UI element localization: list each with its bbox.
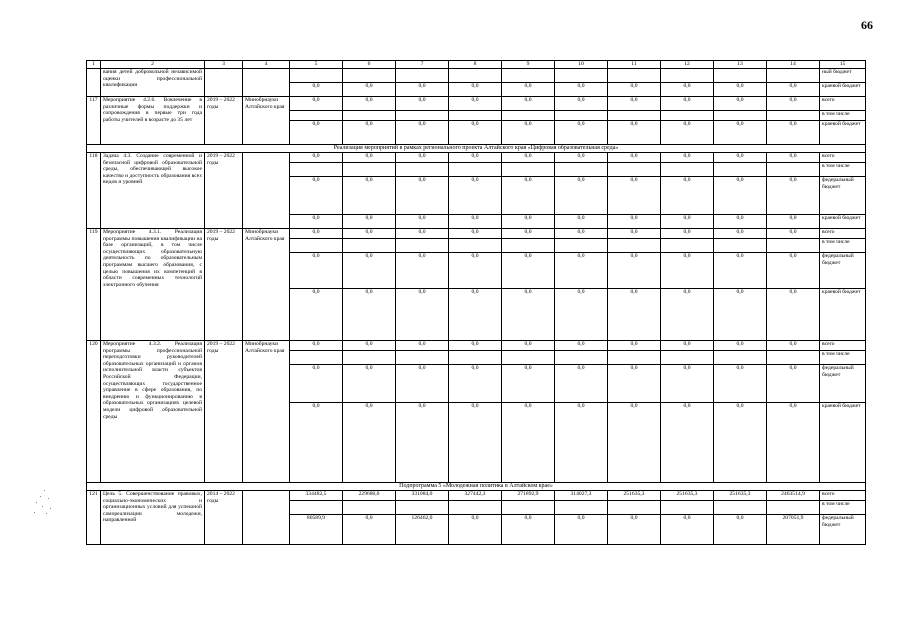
value-cell: 0,0 bbox=[343, 515, 396, 545]
row-description: Мероприятие 4.3.2. Реализация программы профессиональной переподготовки руководителей образовательных организаций и органов исполнительной власти субъектов Российской Федерации, осуществляющих государственное управление в сфере образования, по внедрению и функционированию в образовательных организациях целевой модели цифровой образовательной среды bbox=[101, 341, 205, 483]
value-cell: 0,0 bbox=[290, 365, 343, 403]
value-cell: 0,0 bbox=[343, 177, 396, 215]
value-cell: 0,0 bbox=[608, 121, 661, 145]
empty-cell bbox=[661, 239, 714, 253]
value-cell: 0,0 bbox=[396, 83, 449, 97]
value-cell: 0,0 bbox=[767, 177, 820, 215]
empty-cell bbox=[449, 163, 502, 177]
value-cell: 0,0 bbox=[502, 403, 555, 483]
row-description: Цель 5. Совершенствование правовых, социально-экономических и организационных условий для успешной самореализации молодежи, направленной bbox=[101, 491, 205, 545]
value-cell: 0,0 bbox=[714, 153, 767, 163]
value-cell: 0,0 bbox=[449, 403, 502, 483]
value-cell: 0,0 bbox=[555, 97, 608, 111]
value-cell: 0,0 bbox=[343, 365, 396, 403]
value-cell: 0,0 bbox=[555, 341, 608, 351]
value-cell: 0,0 bbox=[449, 177, 502, 215]
row-period: 2019 – 2022 годы bbox=[205, 229, 243, 341]
value-cell: 0,0 bbox=[555, 153, 608, 163]
value-cell: 0,0 bbox=[343, 403, 396, 483]
value-cell: 2463514,9 bbox=[767, 491, 820, 501]
empty-cell bbox=[608, 111, 661, 121]
empty-cell bbox=[714, 239, 767, 253]
value-cell: 0,0 bbox=[502, 229, 555, 239]
empty-cell bbox=[502, 111, 555, 121]
col-header: 8 bbox=[449, 61, 502, 69]
empty-cell bbox=[661, 501, 714, 515]
value-cell: 0,0 bbox=[661, 253, 714, 289]
empty-cell bbox=[714, 69, 767, 83]
value-cell: 0,0 bbox=[555, 365, 608, 403]
empty-cell bbox=[449, 239, 502, 253]
empty-cell bbox=[290, 351, 343, 365]
col-header: 12 bbox=[661, 61, 714, 69]
value-cell: 0,0 bbox=[767, 215, 820, 229]
empty-cell bbox=[608, 501, 661, 515]
value-cell: 0,0 bbox=[767, 341, 820, 351]
row-executor bbox=[243, 153, 290, 229]
value-cell: 0,0 bbox=[767, 253, 820, 289]
empty-cell bbox=[608, 163, 661, 177]
row-period bbox=[205, 69, 243, 97]
col-header: 4 bbox=[243, 61, 290, 69]
empty-cell bbox=[343, 111, 396, 121]
value-cell: 229680,0 bbox=[343, 491, 396, 501]
value-cell: 0,0 bbox=[502, 253, 555, 289]
value-cell: 0,0 bbox=[714, 215, 767, 229]
table-row bbox=[87, 97, 866, 111]
value-cell: 0,0 bbox=[502, 365, 555, 403]
source-cell: всего bbox=[820, 341, 866, 351]
value-cell: 0,0 bbox=[343, 229, 396, 239]
value-cell: 251635,3 bbox=[608, 491, 661, 501]
value-cell: 0,0 bbox=[608, 289, 661, 341]
value-cell: 0,0 bbox=[396, 177, 449, 215]
value-cell: 0,0 bbox=[714, 515, 767, 545]
section-heading: Подпрограмма 5 «Молодежная политика в Алтайском крае» bbox=[87, 483, 866, 491]
value-cell: 0,0 bbox=[714, 365, 767, 403]
value-cell: 0,0 bbox=[661, 153, 714, 163]
value-cell: 327442,3 bbox=[449, 491, 502, 501]
empty-cell bbox=[502, 501, 555, 515]
value-cell: 0,0 bbox=[502, 97, 555, 111]
empty-cell bbox=[343, 163, 396, 177]
empty-cell bbox=[661, 163, 714, 177]
value-cell: 0,0 bbox=[449, 229, 502, 239]
source-cell: краевой бюджет bbox=[820, 289, 866, 341]
row-number: 120 bbox=[87, 341, 101, 483]
value-cell: 0,0 bbox=[608, 229, 661, 239]
value-cell: 271892,9 bbox=[502, 491, 555, 501]
value-cell: 0,0 bbox=[502, 83, 555, 97]
col-header: 9 bbox=[502, 61, 555, 69]
source-cell: в том числе bbox=[820, 111, 866, 121]
value-cell: 0,0 bbox=[661, 229, 714, 239]
value-cell: 0,0 bbox=[714, 403, 767, 483]
table-row bbox=[87, 491, 866, 501]
source-cell: всего bbox=[820, 153, 866, 163]
empty-cell bbox=[502, 163, 555, 177]
value-cell: 0,0 bbox=[608, 403, 661, 483]
value-cell: 0,0 bbox=[714, 97, 767, 111]
value-cell: 0,0 bbox=[290, 289, 343, 341]
section-heading: Реализация мероприятий в рамках регионального проекта Алтайского края «Цифровая образовательная среда» bbox=[87, 145, 866, 153]
value-cell: 0,0 bbox=[290, 253, 343, 289]
table-row bbox=[87, 341, 866, 351]
value-cell: 0,0 bbox=[608, 153, 661, 163]
value-cell: 0,0 bbox=[290, 229, 343, 239]
empty-cell bbox=[290, 501, 343, 515]
value-cell: 0,0 bbox=[290, 341, 343, 351]
empty-cell bbox=[608, 69, 661, 83]
row-executor: Минобрнауки Алтайского края bbox=[243, 341, 290, 483]
margin-marks bbox=[30, 488, 60, 516]
empty-cell bbox=[449, 111, 502, 121]
empty-cell bbox=[449, 501, 502, 515]
value-cell: 0,0 bbox=[661, 97, 714, 111]
source-cell: краевой бюджет bbox=[820, 121, 866, 145]
empty-cell bbox=[767, 501, 820, 515]
empty-cell bbox=[661, 69, 714, 83]
value-cell: 0,0 bbox=[449, 215, 502, 229]
value-cell: 0,0 bbox=[767, 365, 820, 403]
value-cell: 0,0 bbox=[555, 403, 608, 483]
value-cell: 0,0 bbox=[396, 229, 449, 239]
value-cell: 251635,3 bbox=[661, 491, 714, 501]
source-cell: краевой бюджет bbox=[820, 83, 866, 97]
row-period: 2019 – 2022 годы bbox=[205, 341, 243, 483]
empty-cell bbox=[290, 239, 343, 253]
value-cell: 0,0 bbox=[502, 515, 555, 545]
row-executor: Минобрнауки Алтайского края bbox=[243, 97, 290, 145]
col-header: 15 bbox=[820, 61, 866, 69]
value-cell: 0,0 bbox=[343, 253, 396, 289]
value-cell: 0,0 bbox=[290, 215, 343, 229]
row-description: Задача 4.3. Создание современной и безопасной цифровой образовательной среды, обеспечивающей высокое качество и доступность образования всех видов и уровней bbox=[101, 153, 205, 229]
row-number: 118 bbox=[87, 153, 101, 229]
row-description: Мероприятие 4.2.6. Вовлечение в различные формы поддержки и сопровождения в первые три года работы учителей в возрасте до 35 лет bbox=[101, 97, 205, 145]
value-cell: 0,0 bbox=[767, 403, 820, 483]
page-number: 66 bbox=[861, 18, 873, 32]
empty-cell bbox=[343, 351, 396, 365]
value-cell: 0,0 bbox=[343, 289, 396, 341]
value-cell: 0,0 bbox=[608, 83, 661, 97]
value-cell: 0,0 bbox=[555, 121, 608, 145]
empty-cell bbox=[396, 69, 449, 83]
source-cell: федеральный бюджет bbox=[820, 365, 866, 403]
empty-cell bbox=[449, 69, 502, 83]
value-cell: 0,0 bbox=[343, 83, 396, 97]
value-cell: 0,0 bbox=[661, 341, 714, 351]
empty-cell bbox=[290, 69, 343, 83]
value-cell: 0,0 bbox=[767, 289, 820, 341]
empty-cell bbox=[555, 69, 608, 83]
value-cell: 0,0 bbox=[608, 515, 661, 545]
budget-table bbox=[86, 60, 866, 545]
row-executor bbox=[243, 69, 290, 97]
col-header: 11 bbox=[608, 61, 661, 69]
value-cell: 0,0 bbox=[449, 515, 502, 545]
table-row bbox=[87, 69, 866, 83]
value-cell: 0,0 bbox=[396, 365, 449, 403]
empty-cell bbox=[608, 351, 661, 365]
value-cell: 0,0 bbox=[767, 97, 820, 111]
empty-cell bbox=[502, 69, 555, 83]
row-description: Мероприятие 4.3.1. Реализация программы повышения квалификации на базе организаций, в том числе осуществляющих образовательную деятельность по образовательным программам высшего образования, с целью повышения их компетенций в области современных технологий электронного обучения bbox=[101, 229, 205, 341]
value-cell: 0,0 bbox=[661, 403, 714, 483]
source-cell: в том числе bbox=[820, 501, 866, 515]
value-cell: 0,0 bbox=[714, 83, 767, 97]
row-description: вания детей добровольной независимой оценки профессиональной квалификации bbox=[101, 69, 205, 97]
value-cell: 0,0 bbox=[502, 341, 555, 351]
empty-cell bbox=[767, 111, 820, 121]
value-cell: 314027,3 bbox=[555, 491, 608, 501]
value-cell: 0,0 bbox=[502, 289, 555, 341]
value-cell: 0,0 bbox=[767, 121, 820, 145]
empty-cell bbox=[555, 501, 608, 515]
source-cell: в том числе bbox=[820, 351, 866, 365]
value-cell: 0,0 bbox=[290, 121, 343, 145]
empty-cell bbox=[608, 239, 661, 253]
value-cell: 334482,5 bbox=[290, 491, 343, 501]
value-cell: 0,0 bbox=[449, 121, 502, 145]
col-header: 10 bbox=[555, 61, 608, 69]
empty-cell bbox=[343, 69, 396, 83]
value-cell: 0,0 bbox=[555, 177, 608, 215]
value-cell: 0,0 bbox=[449, 83, 502, 97]
empty-cell bbox=[767, 351, 820, 365]
value-cell: 126462,0 bbox=[396, 515, 449, 545]
empty-cell bbox=[449, 351, 502, 365]
value-cell: 0,0 bbox=[449, 253, 502, 289]
value-cell: 0,0 bbox=[608, 365, 661, 403]
col-header: 2 bbox=[101, 61, 205, 69]
value-cell: 0,0 bbox=[343, 341, 396, 351]
value-cell: 0,0 bbox=[661, 121, 714, 145]
value-cell: 0,0 bbox=[608, 253, 661, 289]
value-cell: 0,0 bbox=[290, 83, 343, 97]
source-cell: в том числе bbox=[820, 239, 866, 253]
row-period: 2019 – 2022 годы bbox=[205, 153, 243, 229]
source-cell: федеральный бюджет bbox=[820, 177, 866, 215]
empty-cell bbox=[661, 351, 714, 365]
source-cell: краевой бюджет bbox=[820, 403, 866, 483]
row-number: 117 bbox=[87, 97, 101, 145]
empty-cell bbox=[661, 111, 714, 121]
col-header: 3 bbox=[205, 61, 243, 69]
value-cell: 0,0 bbox=[290, 97, 343, 111]
value-cell: 0,0 bbox=[714, 341, 767, 351]
empty-cell bbox=[396, 239, 449, 253]
value-cell: 0,0 bbox=[343, 121, 396, 145]
value-cell: 0,0 bbox=[767, 153, 820, 163]
value-cell: 0,0 bbox=[396, 341, 449, 351]
value-cell: 0,0 bbox=[608, 341, 661, 351]
col-header: 7 bbox=[396, 61, 449, 69]
row-period: 2014 – 2022 годы bbox=[205, 491, 243, 545]
value-cell: 0,0 bbox=[608, 177, 661, 215]
empty-cell bbox=[714, 111, 767, 121]
value-cell: 0,0 bbox=[661, 289, 714, 341]
section-row bbox=[87, 483, 866, 491]
value-cell: 0,0 bbox=[290, 177, 343, 215]
empty-cell bbox=[343, 501, 396, 515]
empty-cell bbox=[714, 351, 767, 365]
value-cell: 0,0 bbox=[449, 289, 502, 341]
value-cell: 0,0 bbox=[449, 153, 502, 163]
budget-table-sheet bbox=[86, 60, 865, 545]
col-header: 13 bbox=[714, 61, 767, 69]
value-cell: 251635,3 bbox=[714, 491, 767, 501]
source-cell: краевой бюджет bbox=[820, 215, 866, 229]
col-header: 6 bbox=[343, 61, 396, 69]
row-executor: Минобрнауки Алтайского края bbox=[243, 229, 290, 341]
empty-cell bbox=[396, 351, 449, 365]
value-cell: 0,0 bbox=[502, 121, 555, 145]
col-header: 1 bbox=[87, 61, 101, 69]
value-cell: 0,0 bbox=[396, 289, 449, 341]
value-cell: 0,0 bbox=[661, 515, 714, 545]
source-cell: федеральный бюджет bbox=[820, 515, 866, 545]
empty-cell bbox=[714, 163, 767, 177]
value-cell: 0,0 bbox=[661, 83, 714, 97]
value-cell: 0,0 bbox=[555, 289, 608, 341]
source-cell: всего bbox=[820, 491, 866, 501]
value-cell: 80589,9 bbox=[290, 515, 343, 545]
value-cell: 0,0 bbox=[396, 253, 449, 289]
value-cell: 0,0 bbox=[555, 253, 608, 289]
empty-cell bbox=[767, 69, 820, 83]
empty-cell bbox=[502, 239, 555, 253]
empty-cell bbox=[290, 111, 343, 121]
empty-cell bbox=[555, 351, 608, 365]
empty-cell bbox=[396, 111, 449, 121]
value-cell: 0,0 bbox=[661, 215, 714, 229]
value-cell: 0,0 bbox=[608, 215, 661, 229]
col-header: 5 bbox=[290, 61, 343, 69]
value-cell: 0,0 bbox=[555, 229, 608, 239]
value-cell: 0,0 bbox=[502, 177, 555, 215]
empty-cell bbox=[555, 239, 608, 253]
value-cell: 0,0 bbox=[555, 83, 608, 97]
value-cell: 0,0 bbox=[290, 153, 343, 163]
empty-cell bbox=[396, 501, 449, 515]
value-cell: 0,0 bbox=[555, 215, 608, 229]
source-cell: всего bbox=[820, 229, 866, 239]
value-cell: 0,0 bbox=[449, 97, 502, 111]
table-row bbox=[87, 229, 866, 239]
value-cell: 0,0 bbox=[396, 403, 449, 483]
empty-cell bbox=[714, 501, 767, 515]
empty-cell bbox=[396, 163, 449, 177]
value-cell: 0,0 bbox=[661, 365, 714, 403]
empty-cell bbox=[290, 163, 343, 177]
value-cell: 0,0 bbox=[396, 215, 449, 229]
col-header: 14 bbox=[767, 61, 820, 69]
source-cell: в том числе bbox=[820, 163, 866, 177]
value-cell: 0,0 bbox=[502, 153, 555, 163]
value-cell: 331084,0 bbox=[396, 491, 449, 501]
value-cell: 0,0 bbox=[714, 177, 767, 215]
empty-cell bbox=[343, 239, 396, 253]
value-cell: 0,0 bbox=[714, 253, 767, 289]
value-cell: 0,0 bbox=[555, 515, 608, 545]
section-row bbox=[87, 145, 866, 153]
row-executor bbox=[243, 491, 290, 545]
value-cell: 207051,9 bbox=[767, 515, 820, 545]
header-row bbox=[87, 61, 866, 69]
empty-cell bbox=[555, 111, 608, 121]
value-cell: 0,0 bbox=[396, 121, 449, 145]
value-cell: 0,0 bbox=[714, 289, 767, 341]
value-cell: 0,0 bbox=[767, 229, 820, 239]
value-cell: 0,0 bbox=[396, 97, 449, 111]
row-number bbox=[87, 69, 101, 97]
row-period: 2019 – 2022 годы bbox=[205, 97, 243, 145]
value-cell: 0,0 bbox=[343, 215, 396, 229]
table-row bbox=[87, 153, 866, 163]
empty-cell bbox=[555, 163, 608, 177]
value-cell: 0,0 bbox=[608, 97, 661, 111]
source-cell: всего bbox=[820, 97, 866, 111]
value-cell: 0,0 bbox=[449, 365, 502, 403]
source-cell: ный бюджет bbox=[820, 69, 866, 83]
value-cell: 0,0 bbox=[502, 215, 555, 229]
value-cell: 0,0 bbox=[714, 229, 767, 239]
row-number: 119 bbox=[87, 229, 101, 341]
empty-cell bbox=[767, 239, 820, 253]
value-cell: 0,0 bbox=[290, 403, 343, 483]
value-cell: 0,0 bbox=[343, 97, 396, 111]
value-cell: 0,0 bbox=[714, 121, 767, 145]
row-number: 121 bbox=[87, 491, 101, 545]
value-cell: 0,0 bbox=[661, 177, 714, 215]
value-cell: 0,0 bbox=[343, 153, 396, 163]
source-cell: федеральный бюджет bbox=[820, 253, 866, 289]
empty-cell bbox=[502, 351, 555, 365]
value-cell: 0,0 bbox=[396, 153, 449, 163]
empty-cell bbox=[767, 163, 820, 177]
value-cell: 0,0 bbox=[767, 83, 820, 97]
value-cell: 0,0 bbox=[449, 341, 502, 351]
